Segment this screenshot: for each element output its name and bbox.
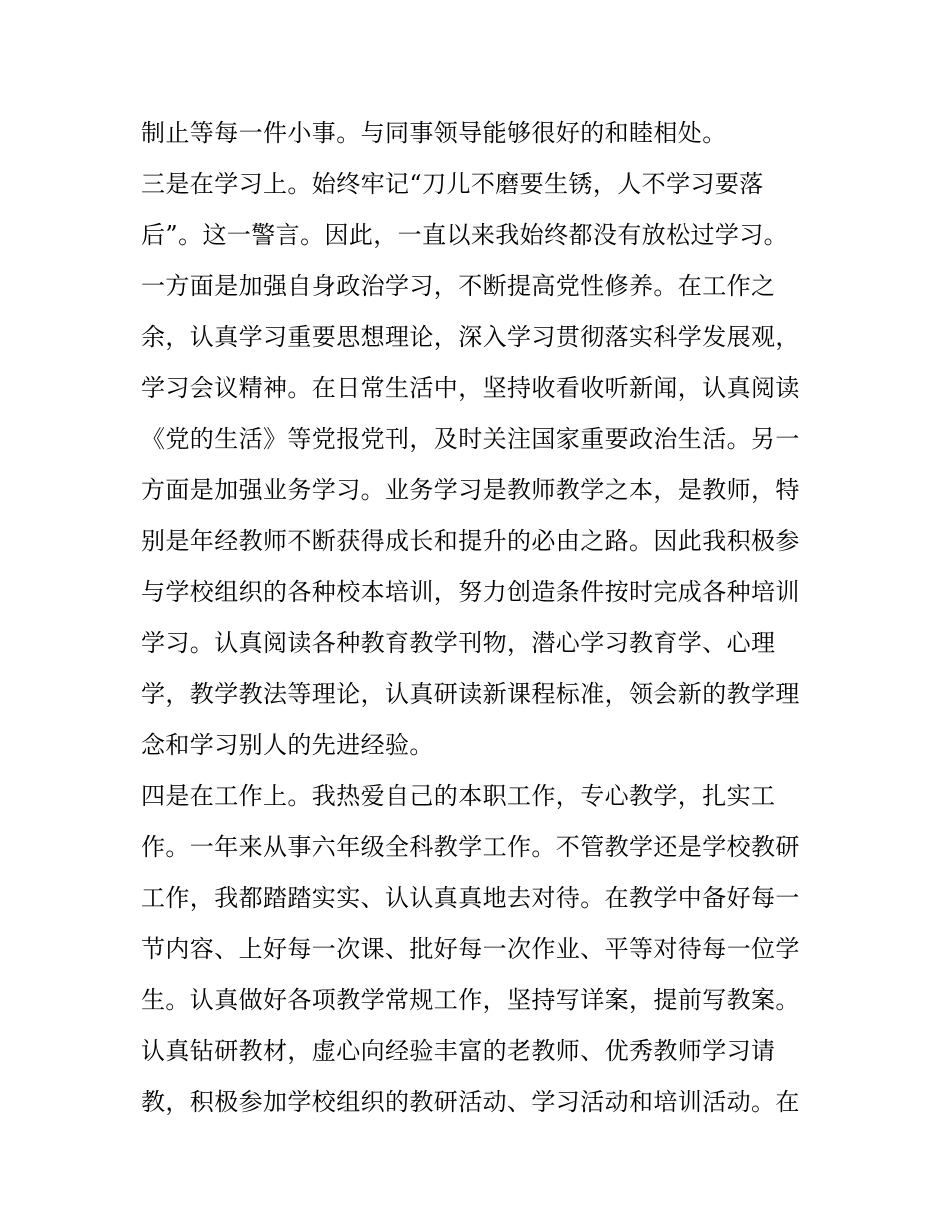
text-line: 生。认真做好各项教学常规工作，坚持写详案，提前写教案。	[141, 986, 800, 1014]
text-line: 教，积极参加学校组织的教研活动、学习活动和培训活动。在	[141, 1088, 800, 1116]
text-line: 念和学习别人的先进经验。	[141, 731, 434, 759]
text-line: 四是在工作上。我热爱自己的本职工作，专心教学，扎实工	[141, 782, 776, 810]
text-line: 作。一年来从事六年级全科教学工作。不管教学还是学校教研	[141, 833, 800, 861]
text-line: 制止等每一件小事。与同事领导能够很好的和睦相处。	[141, 119, 727, 147]
text-line: 学习。认真阅读各种教育教学刊物，潜心学习教育学、心理	[141, 629, 776, 657]
text-line: 《党的生活》等党报党刊，及时关注国家重要政治生活。另一	[141, 425, 800, 453]
text-line: 别是年经教师不断获得成长和提升的必由之路。因此我积极参	[141, 527, 800, 555]
body-text	[141, 108, 821, 1128]
text-line: 余，认真学习重要思想理论，深入学习贯彻落实科学发展观，	[141, 323, 800, 351]
text-line: 学，教学教法等理论，认真研读新课程标准，领会新的教学理	[141, 680, 800, 708]
text-line: 与学校组织的各种校本培训，努力创造条件按时完成各种培训	[141, 578, 800, 606]
text-line: 学习会议精神。在日常生活中，坚持收看收听新闻，认真阅读	[141, 374, 800, 402]
text-line: 节内容、上好每一次课、批好每一次作业、平等对待每一位学	[141, 935, 800, 963]
text-line: 后”。这一警言。因此，一直以来我始终都没有放松过学习。	[141, 221, 789, 249]
text-line: 一方面是加强自身政治学习，不断提高党性修养。在工作之	[141, 272, 776, 300]
text-line: 方面是加强业务学习。业务学习是教师教学之本，是教师，特	[141, 476, 800, 504]
text-line: 认真钻研教材，虚心向经验丰富的老教师、优秀教师学习请	[141, 1037, 776, 1065]
text-line: 工作，我都踏踏实实、认认真真地去对待。在教学中备好每一	[141, 884, 800, 912]
text-line: 三是在学习上。始终牢记“刀儿不磨要生锈，人不学习要落	[141, 170, 764, 198]
